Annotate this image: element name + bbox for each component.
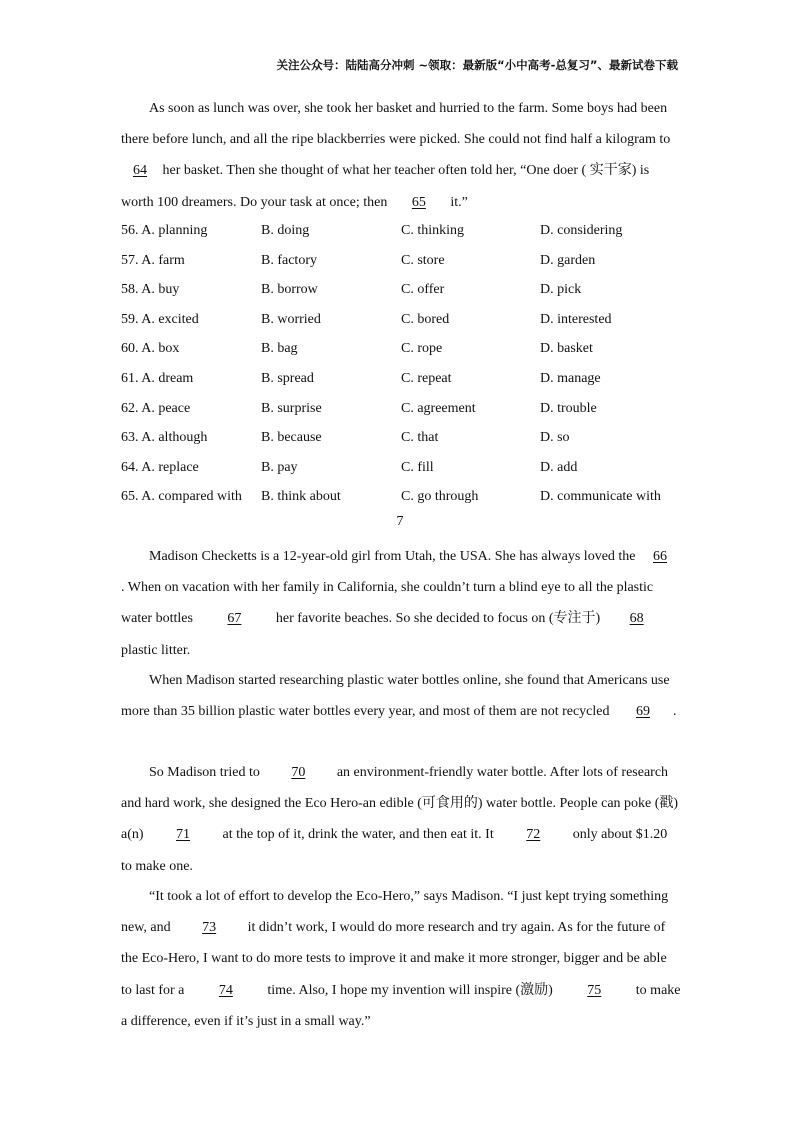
blank-72: 72 xyxy=(526,827,541,843)
option-row: 64. A. replace B. pay C. fill D. add xyxy=(121,459,578,475)
blank-67: 67 xyxy=(227,611,242,627)
options-list xyxy=(121,219,701,515)
page-number: 7 xyxy=(396,514,404,529)
option-row: 62. A. peace B. surprise C. agreement D. trouble xyxy=(121,400,597,416)
page-header: 关注公众号：陆陆高分冲刺 ~领取：最新版“小中高考-总复习”、最新试卷下载 xyxy=(276,58,678,72)
option-row: 61. A. dream B. spread C. repeat D. manage xyxy=(121,370,601,386)
blank-66: 66 xyxy=(653,549,668,564)
blank-65: 65 xyxy=(411,194,426,210)
passage2-paragraph-1: Madison Checketts is a 12-year-old girl from Utah, the USA. She has always loved the 66. When on vacation with her family in California, she couldn’t turn a blind eye to all the plastic water bottles 67 her favorite beaches. So she decided to focus on (专注于) 68 plastic litter. xyxy=(121,541,681,666)
option-row: 57. A. farm B. factory C. store D. garden xyxy=(121,252,596,268)
blank-70: 70 xyxy=(291,765,306,780)
option-row: 59. A. excited B. worried C. bored D. interested xyxy=(121,311,612,327)
option-row: 60. A. box B. bag C. rope D. basket xyxy=(121,341,593,357)
blank-73: 73 xyxy=(202,920,217,936)
passage2-paragraph-2: When Madison started researching plastic water bottles online, she found that Americans use more than 35 billion plastic water bottles every year, and most of them are not recycled 69 . xyxy=(121,665,681,727)
option-row: 58. A. buy B. borrow C. offer D. pick xyxy=(121,282,582,298)
blank-75: 75 xyxy=(587,982,602,998)
passage-text: As soon as lunch was over, she took her basket and hurried to the farm. Some boys had been there before lunch, and all the ripe blackberries were picked. She could not find half a kilogram to xyxy=(121,101,671,148)
passage2-paragraph-4: “It took a lot of effort to develop the Eco-Hero,” says Madison. “I just kept trying something new, and 73 it didn’t work, I would do more research and try again. As for the future of the Eco-Hero, I want to do more tests to improve it and make it more stronger, bigger and be able to last for a 74 time. Also, I hope my invention will inspire (激励) 75 to make a difference, even if it’s just in a small way.” xyxy=(121,889,681,1029)
passage2-paragraph-3: So Madison tried to 70 an environment-friendly water bottle. After lots of research and hard work, she designed the Eco Hero-an edible (可食用的) water bottle. People can poke (戳) a(n) 71 at the top of it, drink the water, and then eat it. It 72 only about $1.20 to make one. xyxy=(121,757,681,882)
option-row: 63. A. although B. because C. that D. so xyxy=(121,430,570,446)
option-row: 56. A. planning B. doing C. thinking D. considering xyxy=(121,223,623,238)
blank-71: 71 xyxy=(176,827,191,843)
blank-74: 74 xyxy=(218,982,233,998)
blank-68: 68 xyxy=(629,611,644,627)
option-row: 65. A. compared with B. think about C. go through D. communicate with xyxy=(121,489,661,505)
passage1-paragraph xyxy=(121,93,681,218)
blank-69: 69 xyxy=(636,704,650,720)
blank-64: 64 xyxy=(133,163,147,179)
passage-text: her basket. Then she thought of what her teacher often told her, “One doer ( 实干家) is worth 100 dreamers. Do your task at once; then xyxy=(121,163,650,210)
passage-text: it.” xyxy=(446,194,468,210)
